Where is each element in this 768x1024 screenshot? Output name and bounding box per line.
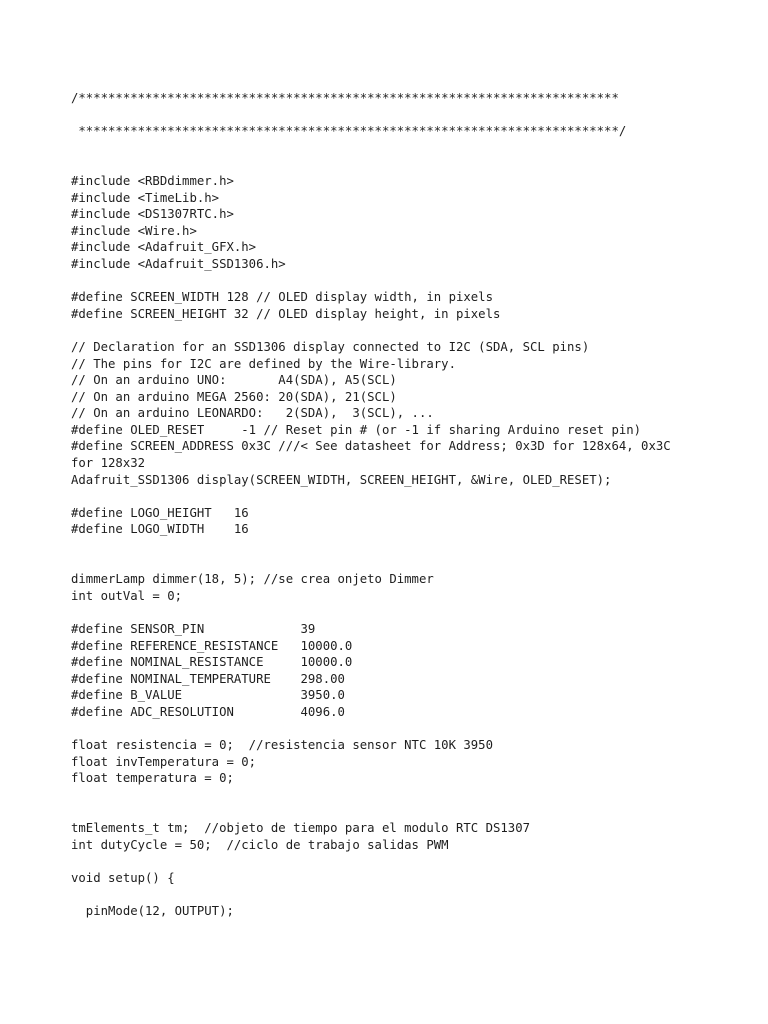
code-line: #define SCREEN_HEIGHT 32 // OLED display height, in pixels [71, 306, 501, 321]
code-line: // The pins for I2C are defined by the Wire-library. [71, 356, 456, 371]
code-line: #include <RBDdimmer.h> [71, 173, 234, 188]
code-line: #define NOMINAL_RESISTANCE 10000.0 [71, 655, 353, 670]
code-line: #include <Wire.h> [71, 223, 197, 238]
code-line: #define NOMINAL_TEMPERATURE 298.00 [71, 671, 345, 686]
code-line [71, 887, 711, 904]
code-line: #define REFERENCE_RESISTANCE 10000.0 [71, 638, 353, 653]
code-line: #include <Adafruit_GFX.h> [71, 240, 257, 255]
code-line [71, 538, 711, 555]
code-line: *************************************************************************/ [71, 124, 627, 139]
code-line: // Declaration for an SSD1306 display connected to I2C (SDA, SCL pins) [71, 339, 590, 354]
code-line: #include <TimeLib.h> [71, 190, 220, 205]
code-line [71, 488, 711, 505]
code-line: #define SCREEN_WIDTH 128 // OLED display width, in pixels [71, 290, 493, 305]
code-line: #define B_VALUE 3950.0 [71, 688, 345, 703]
code-line [71, 555, 711, 572]
code-line [71, 140, 711, 157]
code-line [71, 604, 711, 621]
code-line: tmElements_t tm; //objeto de tiempo para el modulo RTC DS1307 [71, 821, 531, 836]
code-line [71, 107, 711, 124]
code-line: #define LOGO_HEIGHT 16 [71, 505, 249, 520]
code-line: #define ADC_RESOLUTION 4096.0 [71, 704, 345, 719]
code-line: pinMode(12, OUTPUT); [71, 904, 234, 919]
code-line [71, 156, 711, 173]
code-line: float resistencia = 0; //resistencia sensor NTC 10K 3950 [71, 738, 493, 753]
code-line: float temperatura = 0; [71, 771, 234, 786]
code-line [71, 721, 711, 738]
code-line: Adafruit_SSD1306 display(SCREEN_WIDTH, SCREEN_HEIGHT, &Wire, OLED_RESET); [71, 472, 612, 487]
code-line: #include <DS1307RTC.h> [71, 207, 234, 222]
code-line: #define LOGO_WIDTH 16 [71, 522, 249, 537]
code-line [71, 322, 711, 339]
code-line: // On an arduino UNO: A4(SDA), A5(SCL) [71, 373, 397, 388]
code-line [71, 273, 711, 290]
code-line: int dutyCycle = 50; //ciclo de trabajo salidas PWM [71, 837, 449, 852]
code-line: #define SCREEN_ADDRESS 0x3C ///< See datasheet for Address; 0x3D for 128x64, 0x3C [71, 439, 671, 454]
code-line: /************************************************************************* [71, 91, 619, 105]
code-line: for 128x32 [71, 456, 146, 471]
code-line: float invTemperatura = 0; [71, 754, 257, 769]
code-line [71, 853, 711, 870]
code-line: void setup() { [71, 870, 175, 885]
code-line: #define OLED_RESET -1 // Reset pin # (or -1 if sharing Arduino reset pin) [71, 422, 642, 437]
code-line: // On an arduino MEGA 2560: 20(SDA), 21(SCL) [71, 389, 397, 404]
code-line: #define SENSOR_PIN 39 [71, 622, 316, 636]
code-line [71, 787, 711, 804]
code-block [71, 90, 711, 920]
code-line: // On an arduino LEONARDO: 2(SDA), 3(SCL), ... [71, 406, 434, 421]
code-line: #include <Adafruit_SSD1306.h> [71, 256, 286, 271]
code-line [71, 804, 711, 821]
code-line: int outVal = 0; [71, 588, 183, 603]
code-line: dimmerLamp dimmer(18, 5); //se crea onjeto Dimmer [71, 572, 434, 587]
